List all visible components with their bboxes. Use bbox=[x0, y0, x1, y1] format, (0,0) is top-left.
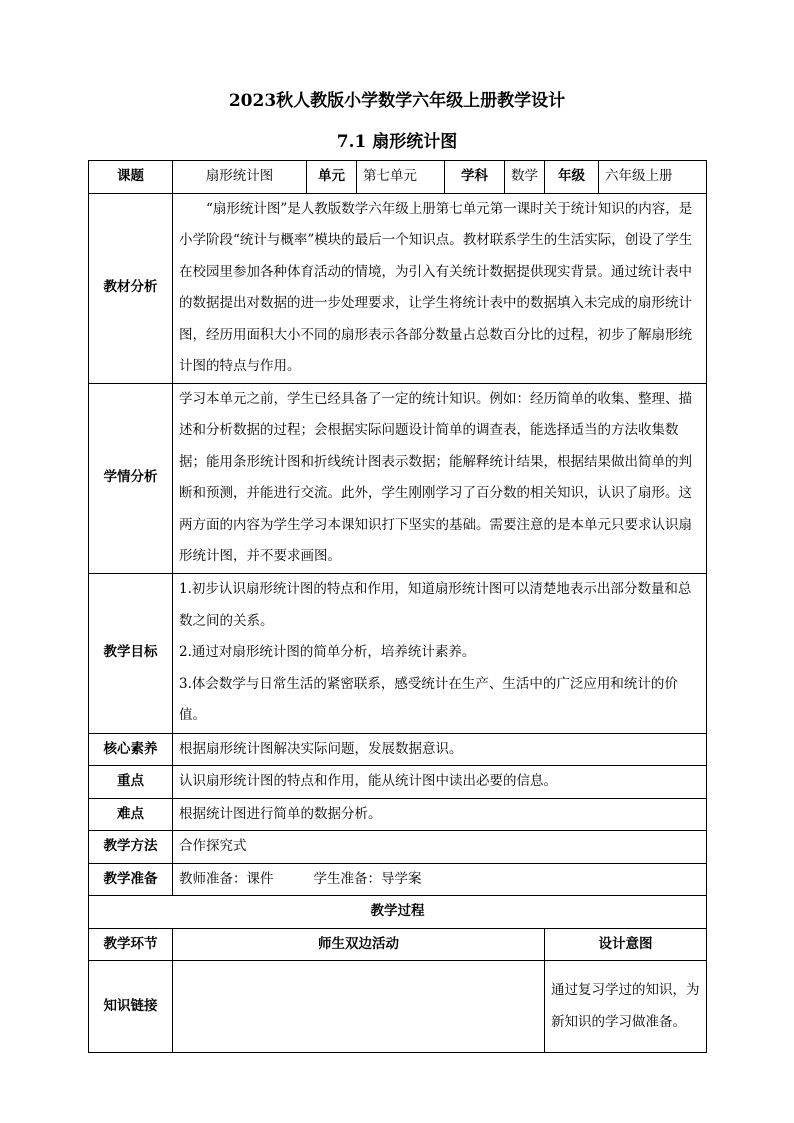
core-literacy-text: 根据扇形统计图解决实际问题，发展数据意识。 bbox=[173, 733, 707, 766]
student-analysis-text: 学习本单元之前，学生已经具备了一定的统计知识。例如：经历简单的收集、整理、描述和分析数据的过程；会根据实际问题设计简单的调查表，能选择适当的方法收集数据；能用条形统计图和折线统计图表示数据；能解释统计结果，根据结果做出简单的判断和预测，并能进行交流。此外，学生刚刚学习了百分数的相关知识，认识了扇形。这两方面的内容为学生学习本课知识打下坚实的基础。需要注意的是本单元只要求认识扇形统计图，并不要求画图。 bbox=[179, 390, 692, 564]
unit-label: 单元 bbox=[307, 161, 357, 194]
difficulty-row bbox=[89, 798, 707, 831]
method-text: 合作探究式 bbox=[173, 831, 707, 864]
method-row bbox=[89, 831, 707, 864]
objectives-row bbox=[89, 573, 707, 733]
topic-value: 扇形统计图 bbox=[173, 161, 307, 194]
objectives-label: 教学目标 bbox=[89, 573, 173, 733]
process-title: 教学过程 bbox=[89, 896, 707, 929]
unit-value: 第七单元 bbox=[357, 161, 445, 194]
process-title-row bbox=[89, 896, 707, 929]
objective-item: 2.通过对扇形统计图的简单分析，培养统计素养。 bbox=[179, 644, 476, 661]
teacher-preparation: 教师准备：课件 bbox=[179, 870, 274, 887]
core-literacy-label: 核心素养 bbox=[89, 733, 173, 766]
method-label: 教学方法 bbox=[89, 831, 173, 864]
topic-label: 课题 bbox=[89, 161, 173, 194]
lesson-title: 7.1 扇形统计图 bbox=[336, 132, 458, 152]
process-stage: 知识链接 bbox=[89, 961, 173, 1053]
student-analysis-row bbox=[89, 383, 707, 573]
process-header-row bbox=[89, 928, 707, 961]
objective-item: 3.体会数学与日常生活的紧密联系，感受统计在生产、生活中的广泛应用和统计的价值。 bbox=[179, 675, 678, 724]
stage-column-header: 教学环节 bbox=[89, 928, 173, 961]
key-point-row bbox=[89, 766, 707, 799]
textbook-analysis-row bbox=[89, 193, 707, 383]
key-point-text: 认识扇形统计图的特点和作用，能从统计图中读出必要的信息。 bbox=[173, 766, 707, 799]
textbook-analysis-text: “扇形统计图”是人教版数学六年级上册第七单元第一课时关于统计知识的内容，是小学阶段“统计与概率”模块的最后一个知识点。教材联系学生的生活实际，创设了学生在校园里参加各种体育活动的情境，为引入有关统计数据提供现实背景。通过统计表中的数据提出对数据的进一步处理要求，让学生将统计表中的数据填入未完成的扇形统计图，经历用面积大小不同的扇形表示各部分数量占总数百分比的过程，初步了解扇形统计图的特点与作用。 bbox=[179, 200, 693, 374]
intent-column-header: 设计意图 bbox=[545, 928, 707, 961]
student-analysis-label: 学情分析 bbox=[89, 383, 173, 573]
preparation-row bbox=[89, 863, 707, 896]
activity-column-header: 师生双边活动 bbox=[173, 928, 545, 961]
grade-value: 六年级上册 bbox=[599, 161, 707, 194]
subject-value: 数学 bbox=[505, 161, 545, 194]
document-title: 2023秋人教版小学数学六年级上册教学设计 bbox=[228, 91, 566, 111]
preparation-label: 教学准备 bbox=[89, 863, 173, 896]
key-point-label: 重点 bbox=[89, 766, 173, 799]
lesson-plan-table bbox=[88, 160, 707, 1053]
grade-label: 年级 bbox=[545, 161, 599, 194]
core-literacy-row bbox=[89, 733, 707, 766]
student-preparation: 学生准备：导学案 bbox=[313, 870, 422, 887]
process-intent: 通过复习学过的知识，为新知识的学习做准备。 bbox=[545, 961, 707, 1053]
process-row bbox=[89, 961, 707, 1053]
info-row bbox=[89, 161, 707, 194]
objective-item: 1.初步认识扇形统计图的特点和作用，知道扇形统计图可以清楚地表示出部分数量和总数之间的关系。 bbox=[179, 581, 692, 629]
process-activity bbox=[173, 961, 545, 1053]
subject-label: 学科 bbox=[445, 161, 505, 194]
difficulty-text: 根据统计图进行简单的数据分析。 bbox=[173, 798, 707, 831]
textbook-analysis-label: 教材分析 bbox=[89, 193, 173, 383]
difficulty-label: 难点 bbox=[89, 798, 173, 831]
